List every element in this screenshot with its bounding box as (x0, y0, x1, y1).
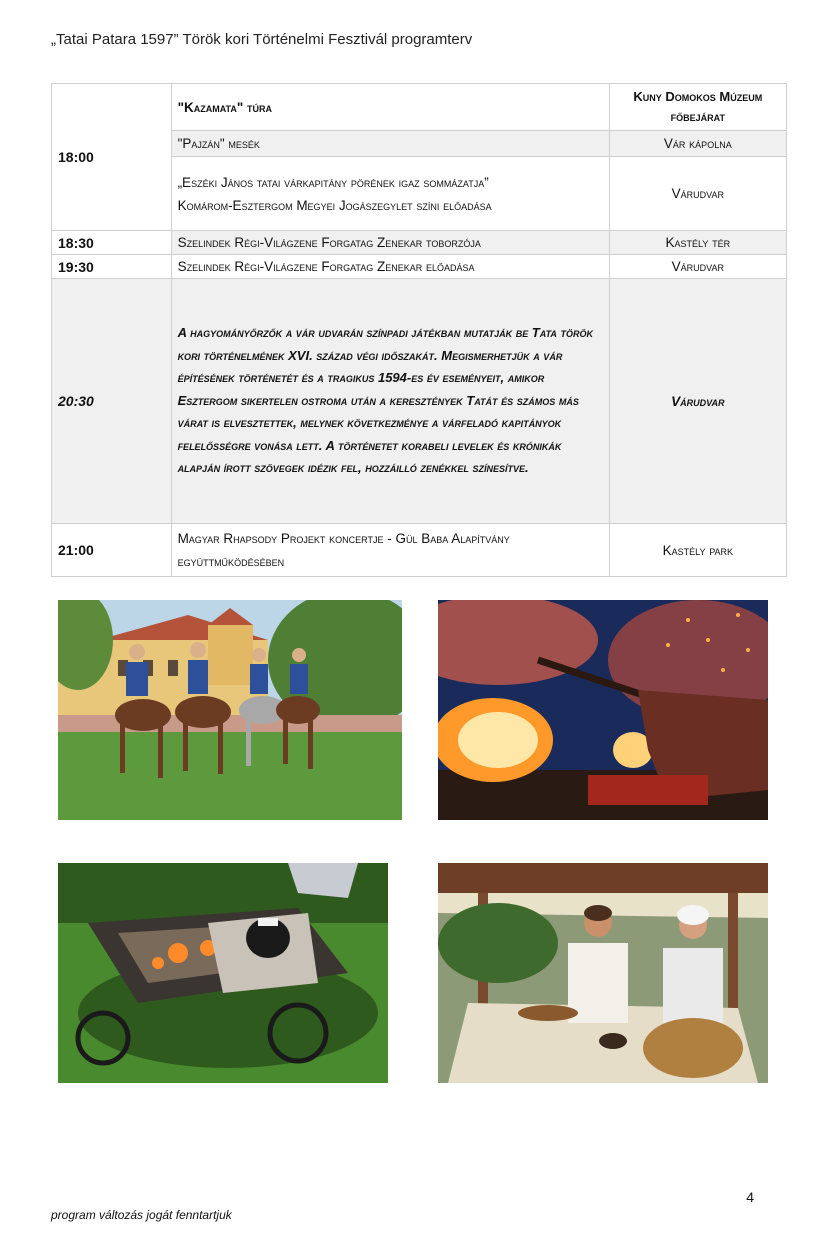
place-cell: Kastély tér (609, 231, 786, 255)
place-cell: Vár kápolna (609, 131, 786, 157)
table-row (52, 279, 787, 524)
event-cell: "Kazamata" túra (171, 84, 609, 131)
event-cell (171, 157, 609, 231)
event-line: „Eszéki János tatai várkapitány pörének igaz sommázatja” (177, 174, 489, 190)
table-row (52, 524, 787, 577)
place-cell: Várudvar (609, 279, 786, 524)
time-cell: 20:30 (52, 279, 172, 524)
campfire-cauldron-photo (58, 863, 388, 1083)
event-cell: Magyar Rhapsody Projekt koncertje - Gül Baba Alapítvány együttműködésében (171, 524, 609, 577)
table-row (52, 255, 787, 279)
document-title: „Tatai Patara 1597” Török kori Történelmi Fesztivál programterv (51, 31, 473, 48)
event-cell: "Pajzán" mesék (171, 131, 609, 157)
food-stall-women-photo (438, 863, 768, 1083)
program-table (51, 83, 787, 577)
place-cell: Kuny Domokos Múzeum főbejárat (609, 84, 786, 131)
cavalry-riders-photo (58, 600, 402, 820)
event-line: Komárom-Esztergom Megyei Jogászegylet színi előadása (177, 197, 492, 213)
page-number: 4 (746, 1189, 754, 1205)
time-cell: 19:30 (52, 255, 172, 279)
event-description: A hagyományőrzők a vár udvarán színpadi játékban mutatják be Tata török kori történelmének XVI. század végi időszakát. Megismerhetjük a vár építésének történetét és a tragikus 1594-es év eseményeit, amikor Esztergom sikertelen ostroma után a keresztények Tatát és számos más várat is elvesztettek, melynek következménye a várfeladó kapitányok felelősségre vonása lett. A történetet korabeli levelek és krónikák alapján írott szövegek idézik fel, hozzáilló zenékkel színesítve. (171, 279, 609, 524)
table-row (52, 231, 787, 255)
event-cell: Szelindek Régi-Világzene Forgatag Zenekar előadása (171, 255, 609, 279)
time-cell: 18:00 (52, 84, 172, 231)
footer-note: program változás jogát fenntartjuk (51, 1208, 232, 1222)
time-cell: 21:00 (52, 524, 172, 577)
event-cell: Szelindek Régi-Világzene Forgatag Zenekar toborzója (171, 231, 609, 255)
time-cell: 18:30 (52, 231, 172, 255)
place-cell: Várudvar (609, 157, 786, 231)
table-row (52, 84, 787, 131)
place-cell: Kastély park (609, 524, 786, 577)
musket-fire-photo (438, 600, 768, 820)
place-cell: Várudvar (609, 255, 786, 279)
